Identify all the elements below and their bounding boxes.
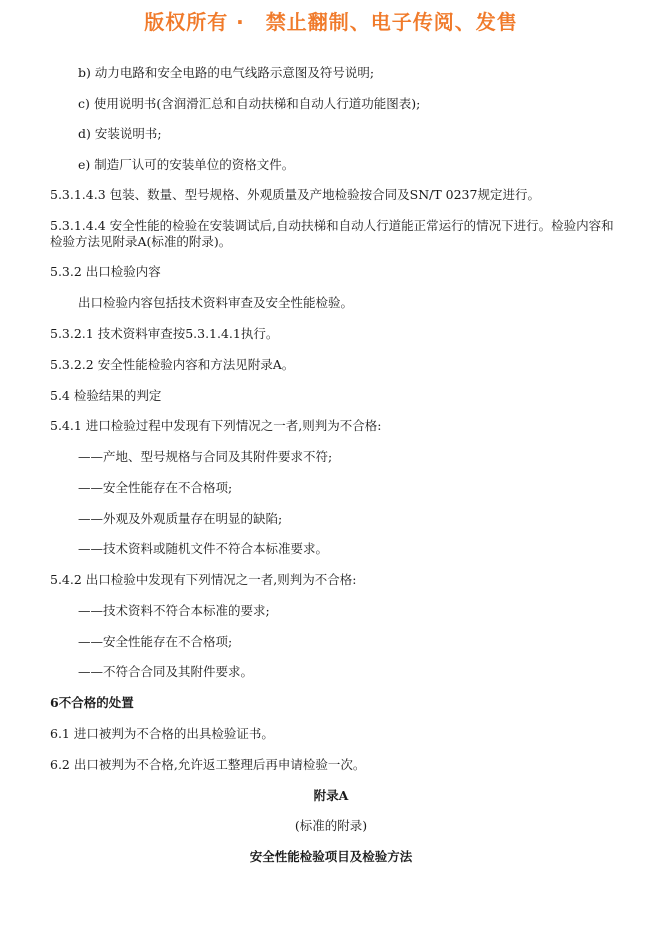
list-item-b: b) 动力电路和安全电路的电气线路示意图及符号说明; — [78, 65, 375, 80]
appendix-heading: 安全性能检验项目及检验方法 — [249, 849, 413, 864]
list-item-d: d) 安装说明书; — [78, 126, 162, 141]
clause-5-3-2-1: 5.3.2.1 技术资料审查按5.3.1.4.1执行。 — [50, 326, 279, 341]
list-item: ——外观及外观质量存在明显的缺陷; — [78, 511, 283, 526]
clause-5-4-2: 5.4.2 出口检验中发现有下列情况之一者,则判为不合格: — [50, 572, 357, 587]
list-item: ——产地、型号规格与合同及其附件要求不符; — [78, 449, 333, 464]
heading-5-3-2: 5.3.2 出口检验内容 — [50, 264, 161, 279]
clause-5-3-2-2: 5.3.2.2 安全性能检验内容和方法见附录A。 — [50, 357, 295, 372]
clause-5-3-1-4-4: 5.3.1.4.4 安全性能的检验在安装调试后,自动扶梯和自动人行道能正常运行的情况下进行。检验内容和检验方法见附录A(标准的附录)。 — [50, 218, 614, 249]
paragraph-5-3-2-body: 出口检验内容包括技术资料审查及安全性能检验。 — [78, 295, 354, 310]
list-item: ——不符合合同及其附件要求。 — [78, 664, 254, 679]
watermark-banner: 版权所有 · 禁止翻制、电子传阅、发售 — [144, 10, 518, 34]
list-item-c: c) 使用说明书(含润滑汇总和自动扶梯和自动人行道功能图表); — [78, 96, 421, 111]
list-item: ——技术资料或随机文件不符合本标准要求。 — [78, 541, 329, 556]
list-item: ——技术资料不符合本标准的要求; — [78, 603, 270, 618]
clause-5-3-1-4-3: 5.3.1.4.3 包装、数量、型号规格、外观质量及产地检验按合同及SN/T 0237规定进行。 — [50, 187, 540, 202]
list-item: ——安全性能存在不合格项; — [78, 634, 233, 649]
appendix-title: 附录A — [313, 788, 349, 803]
appendix-subtitle: (标准的附录) — [294, 818, 368, 833]
clause-5-4-1: 5.4.1 进口检验过程中发现有下列情况之一者,则判为不合格: — [50, 418, 382, 433]
clause-6-2: 6.2 出口被判为不合格,允许返工整理后再申请检验一次。 — [50, 757, 366, 772]
clause-6-1: 6.1 进口被判为不合格的出具检验证书。 — [50, 726, 274, 741]
list-item-e: e) 制造厂认可的安装单位的资格文件。 — [78, 157, 295, 172]
heading-5-4: 5.4 检验结果的判定 — [50, 388, 162, 403]
list-item: ——安全性能存在不合格项; — [78, 480, 233, 495]
heading-6: 6不合格的处置 — [50, 695, 134, 710]
